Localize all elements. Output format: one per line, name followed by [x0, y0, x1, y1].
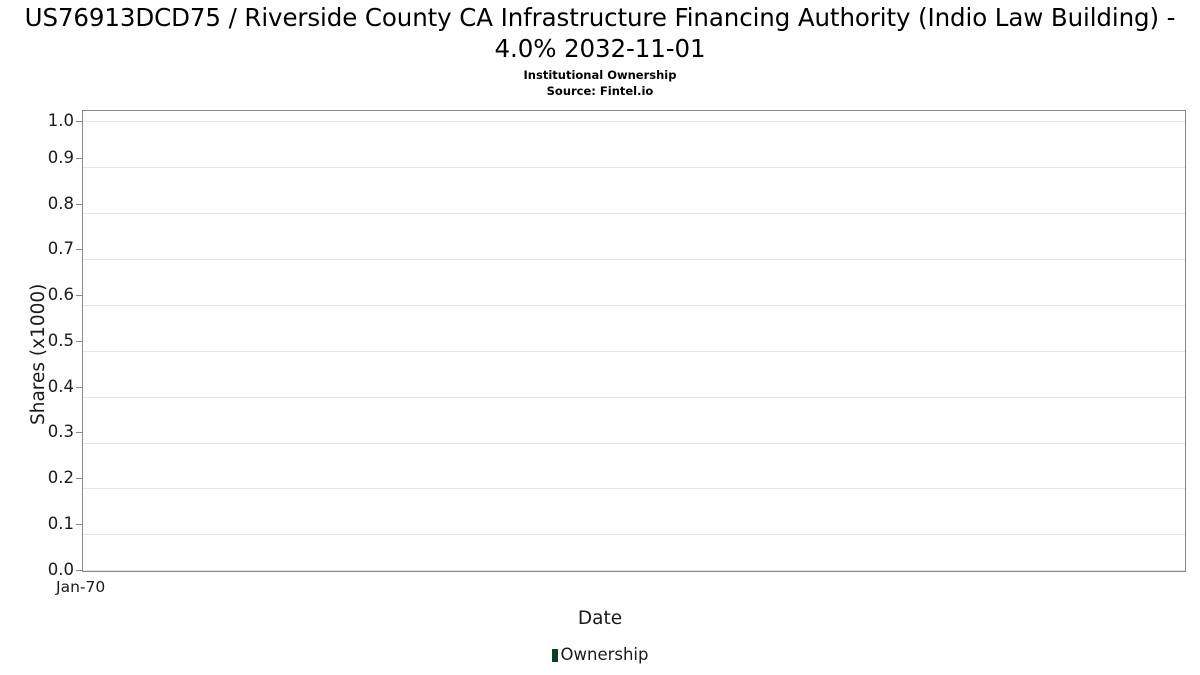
chart-legend	[0, 646, 1200, 664]
gridline-0.0	[83, 570, 1185, 571]
x-tick-label-0: Jan-70	[56, 578, 106, 596]
y-tick-label-8: 0.8	[47, 194, 74, 213]
y-tick-label-2: 0.2	[47, 468, 74, 487]
y-tick-label-1: 0.1	[47, 514, 74, 533]
gridline-0.2	[83, 488, 1185, 489]
x-axis-label: Date	[577, 608, 623, 629]
gridline-0.8	[83, 213, 1185, 214]
chart-source: Source: Fintel.io	[546, 84, 654, 98]
legend-swatch-ownership	[552, 649, 558, 662]
y-tick-label-9: 0.9	[47, 148, 74, 167]
gridline-0.4	[83, 397, 1185, 398]
gridline-0.6	[83, 305, 1185, 306]
y-tick-label-3: 0.3	[47, 422, 74, 441]
chart-subtitle: Institutional Ownership	[523, 68, 677, 82]
gridline-0.7	[83, 259, 1185, 260]
y-tick-label-6: 0.6	[47, 285, 74, 304]
y-tick-label-4: 0.4	[47, 377, 74, 396]
gridline-1.0	[83, 121, 1185, 122]
y-tick-label-5: 0.5	[47, 331, 74, 350]
gridline-0.5	[83, 351, 1185, 352]
gridline-0.9	[83, 167, 1185, 168]
legend-label-ownership: Ownership	[560, 645, 649, 664]
y-tick-label-10: 1.0	[47, 111, 74, 130]
y-tick-label-0: 0.0	[47, 560, 74, 579]
y-tick-label-7: 0.7	[47, 239, 74, 258]
gridline-0.1	[83, 534, 1185, 535]
y-axis-label: Shares (x1000)	[28, 283, 49, 425]
chart-title: US76913DCD75 / Riverside County CA Infrastructure Financing Authority (Indio Law Building) - 4.0% 2032-11-01	[24, 3, 1176, 63]
plot-area	[82, 110, 1186, 572]
gridline-0.3	[83, 443, 1185, 444]
